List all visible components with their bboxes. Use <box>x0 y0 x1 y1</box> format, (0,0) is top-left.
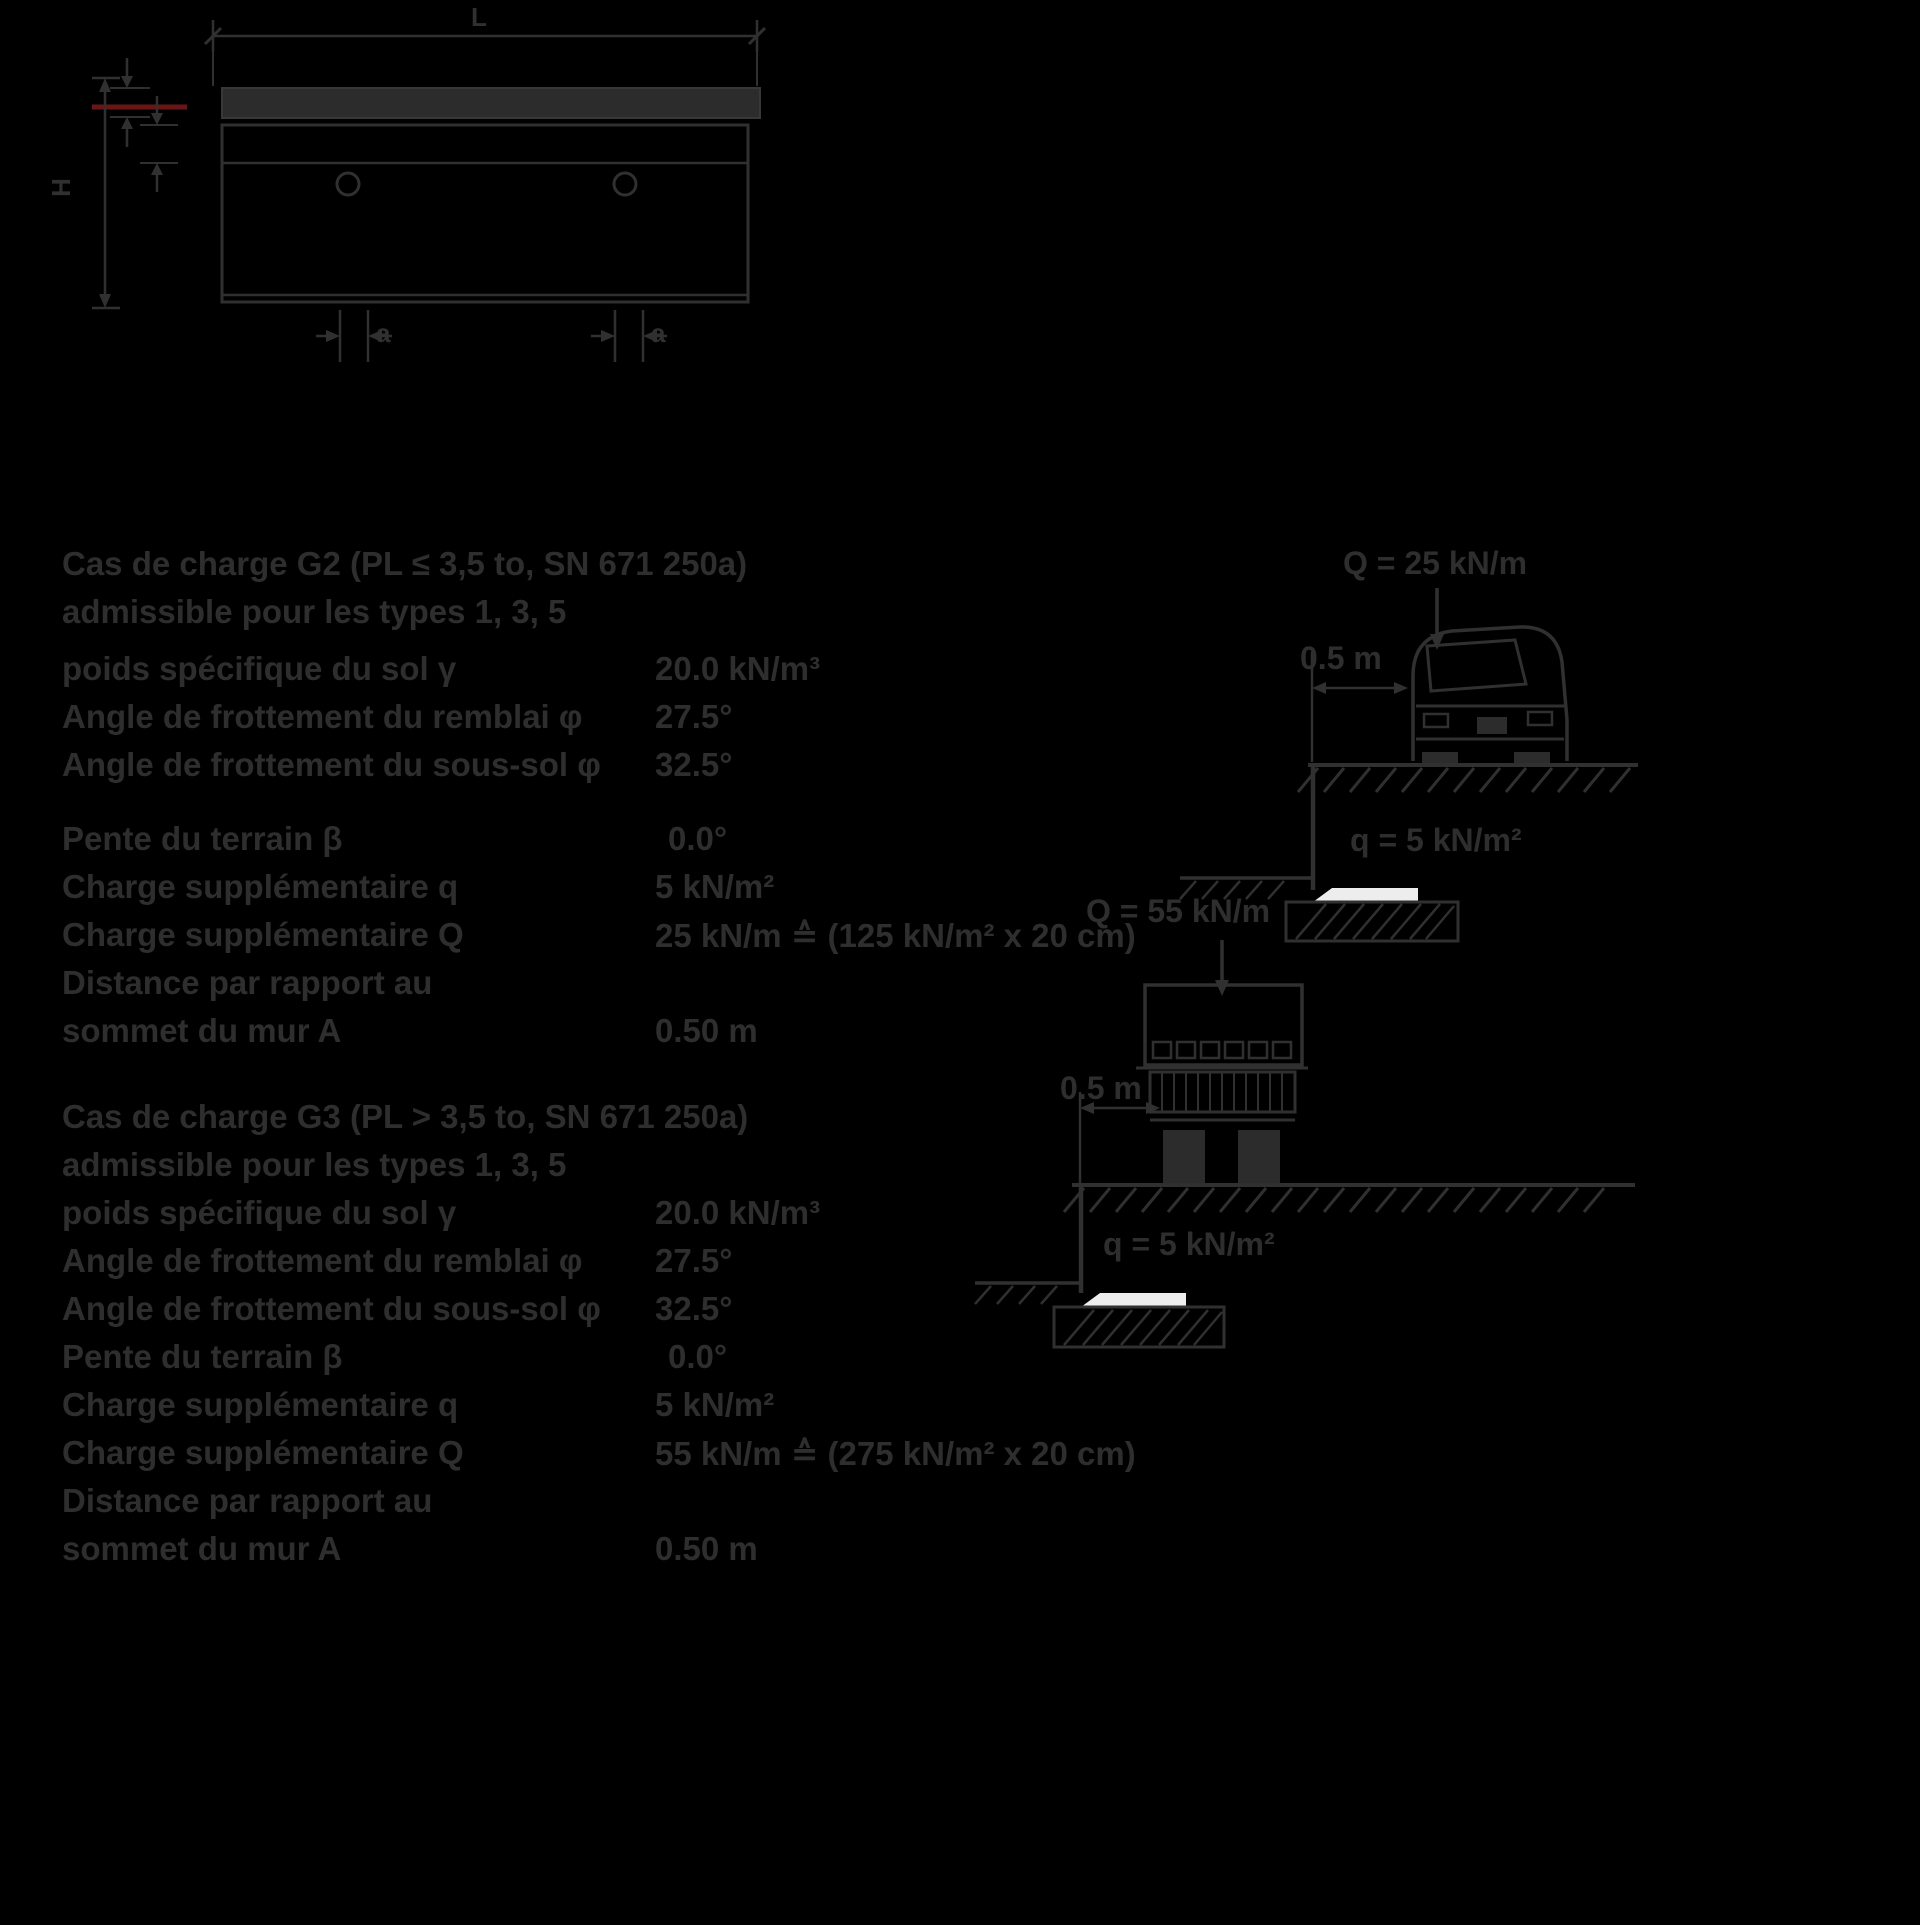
parameter-row: Charge supplémentaire Q 55 kN/m ≙ (275 kN/m² x 20 cm) <box>62 1434 1136 1472</box>
lifting-anchor-right <box>614 173 636 195</box>
case1-title: Cas de charge G2 (PL ≤ 3,5 to, SN 671 250a) <box>62 545 748 582</box>
anchor-dimension-label: a <box>651 318 666 348</box>
parameter-row: Distance par rapport au <box>62 1482 433 1519</box>
parameter-row: Angle de frottement du remblai φ 27.5° <box>62 698 733 735</box>
diagram1-load-label: Q = 25 kN/m <box>1343 545 1528 581</box>
plan-view-bar <box>222 88 760 118</box>
diagram2-offset-label: 0.5 m <box>1060 1070 1142 1106</box>
lifting-anchor-left <box>337 173 359 195</box>
parameter-row: Pente du terrain β 0.0° <box>62 1338 728 1375</box>
parameter-row: Angle de frottement du remblai φ 27.5° <box>62 1242 733 1279</box>
diagram1-surcharge-label: q = 5 kN/m² <box>1350 822 1522 858</box>
parameter-row: Angle de frottement du sous-sol φ 32.5° <box>62 1290 733 1327</box>
parameter-row: Charge supplémentaire q 5 kN/m² <box>62 1386 775 1423</box>
length-dimension-label: L <box>471 2 487 32</box>
parameter-row: Angle de frottement du sous-sol φ 32.5° <box>62 746 733 783</box>
height-dimension-label: H <box>45 178 76 197</box>
parameter-row: Distance par rapport au <box>62 964 433 1001</box>
diagram1-offset-label: 0.5 m <box>1300 640 1382 676</box>
case2-title: Cas de charge G3 (PL > 3,5 to, SN 671 250a) <box>62 1098 749 1135</box>
case2-subtitle: admissible pour les types 1, 3, 5 <box>62 1146 567 1183</box>
parameter-row: sommet du mur A 0.50 m <box>62 1530 758 1567</box>
element-drawing <box>92 20 765 362</box>
parameter-row: Charge supplémentaire q 5 kN/m² <box>62 868 775 905</box>
parameter-row: Pente du terrain β 0.0° <box>62 820 728 857</box>
parameter-row: poids spécifique du sol γ 20.0 kN/m³ <box>62 1194 821 1231</box>
anchor-dimension-label: a <box>376 318 391 348</box>
case1-subtitle: admissible pour les types 1, 3, 5 <box>62 593 567 630</box>
parameter-row: poids spécifique du sol γ 20.0 kN/m³ <box>62 650 821 687</box>
parameter-row: Charge supplémentaire Q 25 kN/m ≙ (125 kN/m² x 20 cm) <box>62 916 1136 954</box>
diagram2-surcharge-label: q = 5 kN/m² <box>1103 1226 1275 1262</box>
diagram2-load-label: Q = 55 kN/m <box>1086 893 1271 929</box>
parameter-row: sommet du mur A 0.50 m <box>62 1012 758 1049</box>
